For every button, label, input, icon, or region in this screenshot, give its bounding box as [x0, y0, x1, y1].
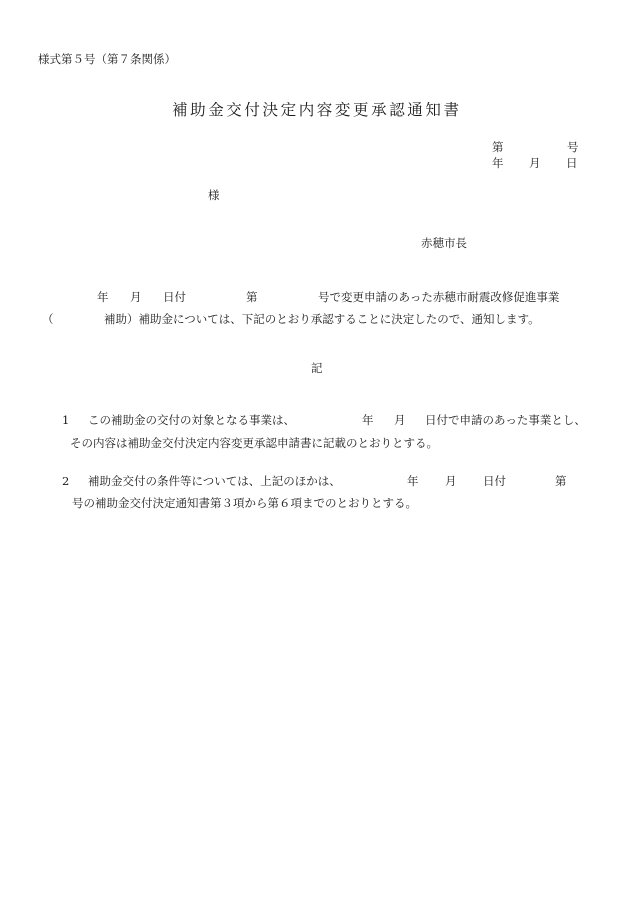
date-day: 日: [566, 156, 578, 170]
ref-dai: 第: [492, 140, 504, 154]
item-dai: 第: [555, 474, 567, 488]
item-line1-b: 日付で申請のあった事業とし、: [425, 413, 586, 427]
item-line2: その内容は補助金交付決定内容変更承認申請書に記載のとおりとする。: [70, 436, 438, 450]
item-number: 1: [62, 413, 70, 427]
item-line2: 号の補助金交付決定通知書第３項から第６項までのとおりとする。: [72, 496, 417, 510]
document-title: 補助金交付決定内容変更承認通知書: [172, 101, 462, 119]
item-hitsuke: 日付: [483, 474, 506, 488]
body-hitsuke: 日付: [163, 290, 186, 304]
body-year: 年: [97, 290, 109, 304]
body-open-paren: （: [42, 312, 54, 326]
item-month: 月: [445, 474, 457, 488]
ki-heading: 記: [311, 361, 323, 375]
item-number: 2: [62, 474, 70, 488]
ref-go: 号: [567, 140, 579, 154]
item-line1-a: この補助金の交付の対象となる事業は、: [88, 413, 295, 427]
item-year: 年: [362, 413, 374, 427]
form-number: 様式第５号（第７条関係）: [38, 52, 176, 66]
item-month: 月: [394, 413, 406, 427]
date-month: 月: [529, 156, 541, 170]
item-year: 年: [407, 474, 419, 488]
date-year: 年: [492, 156, 504, 170]
issuer-name: 赤穂市長: [421, 236, 467, 250]
body-dai: 第: [246, 290, 258, 304]
body-line1-rest: 号で変更申請のあった赤穂市耐震改修促進事業: [318, 290, 560, 304]
body-line2-rest: 補助）補助金については、下記のとおり承認することに決定したので、通知します。: [104, 312, 540, 326]
addressee-sama: 様: [208, 188, 220, 202]
item-line1-a: 補助金交付の条件等については、上記のほかは、: [88, 474, 341, 488]
body-month: 月: [130, 290, 142, 304]
